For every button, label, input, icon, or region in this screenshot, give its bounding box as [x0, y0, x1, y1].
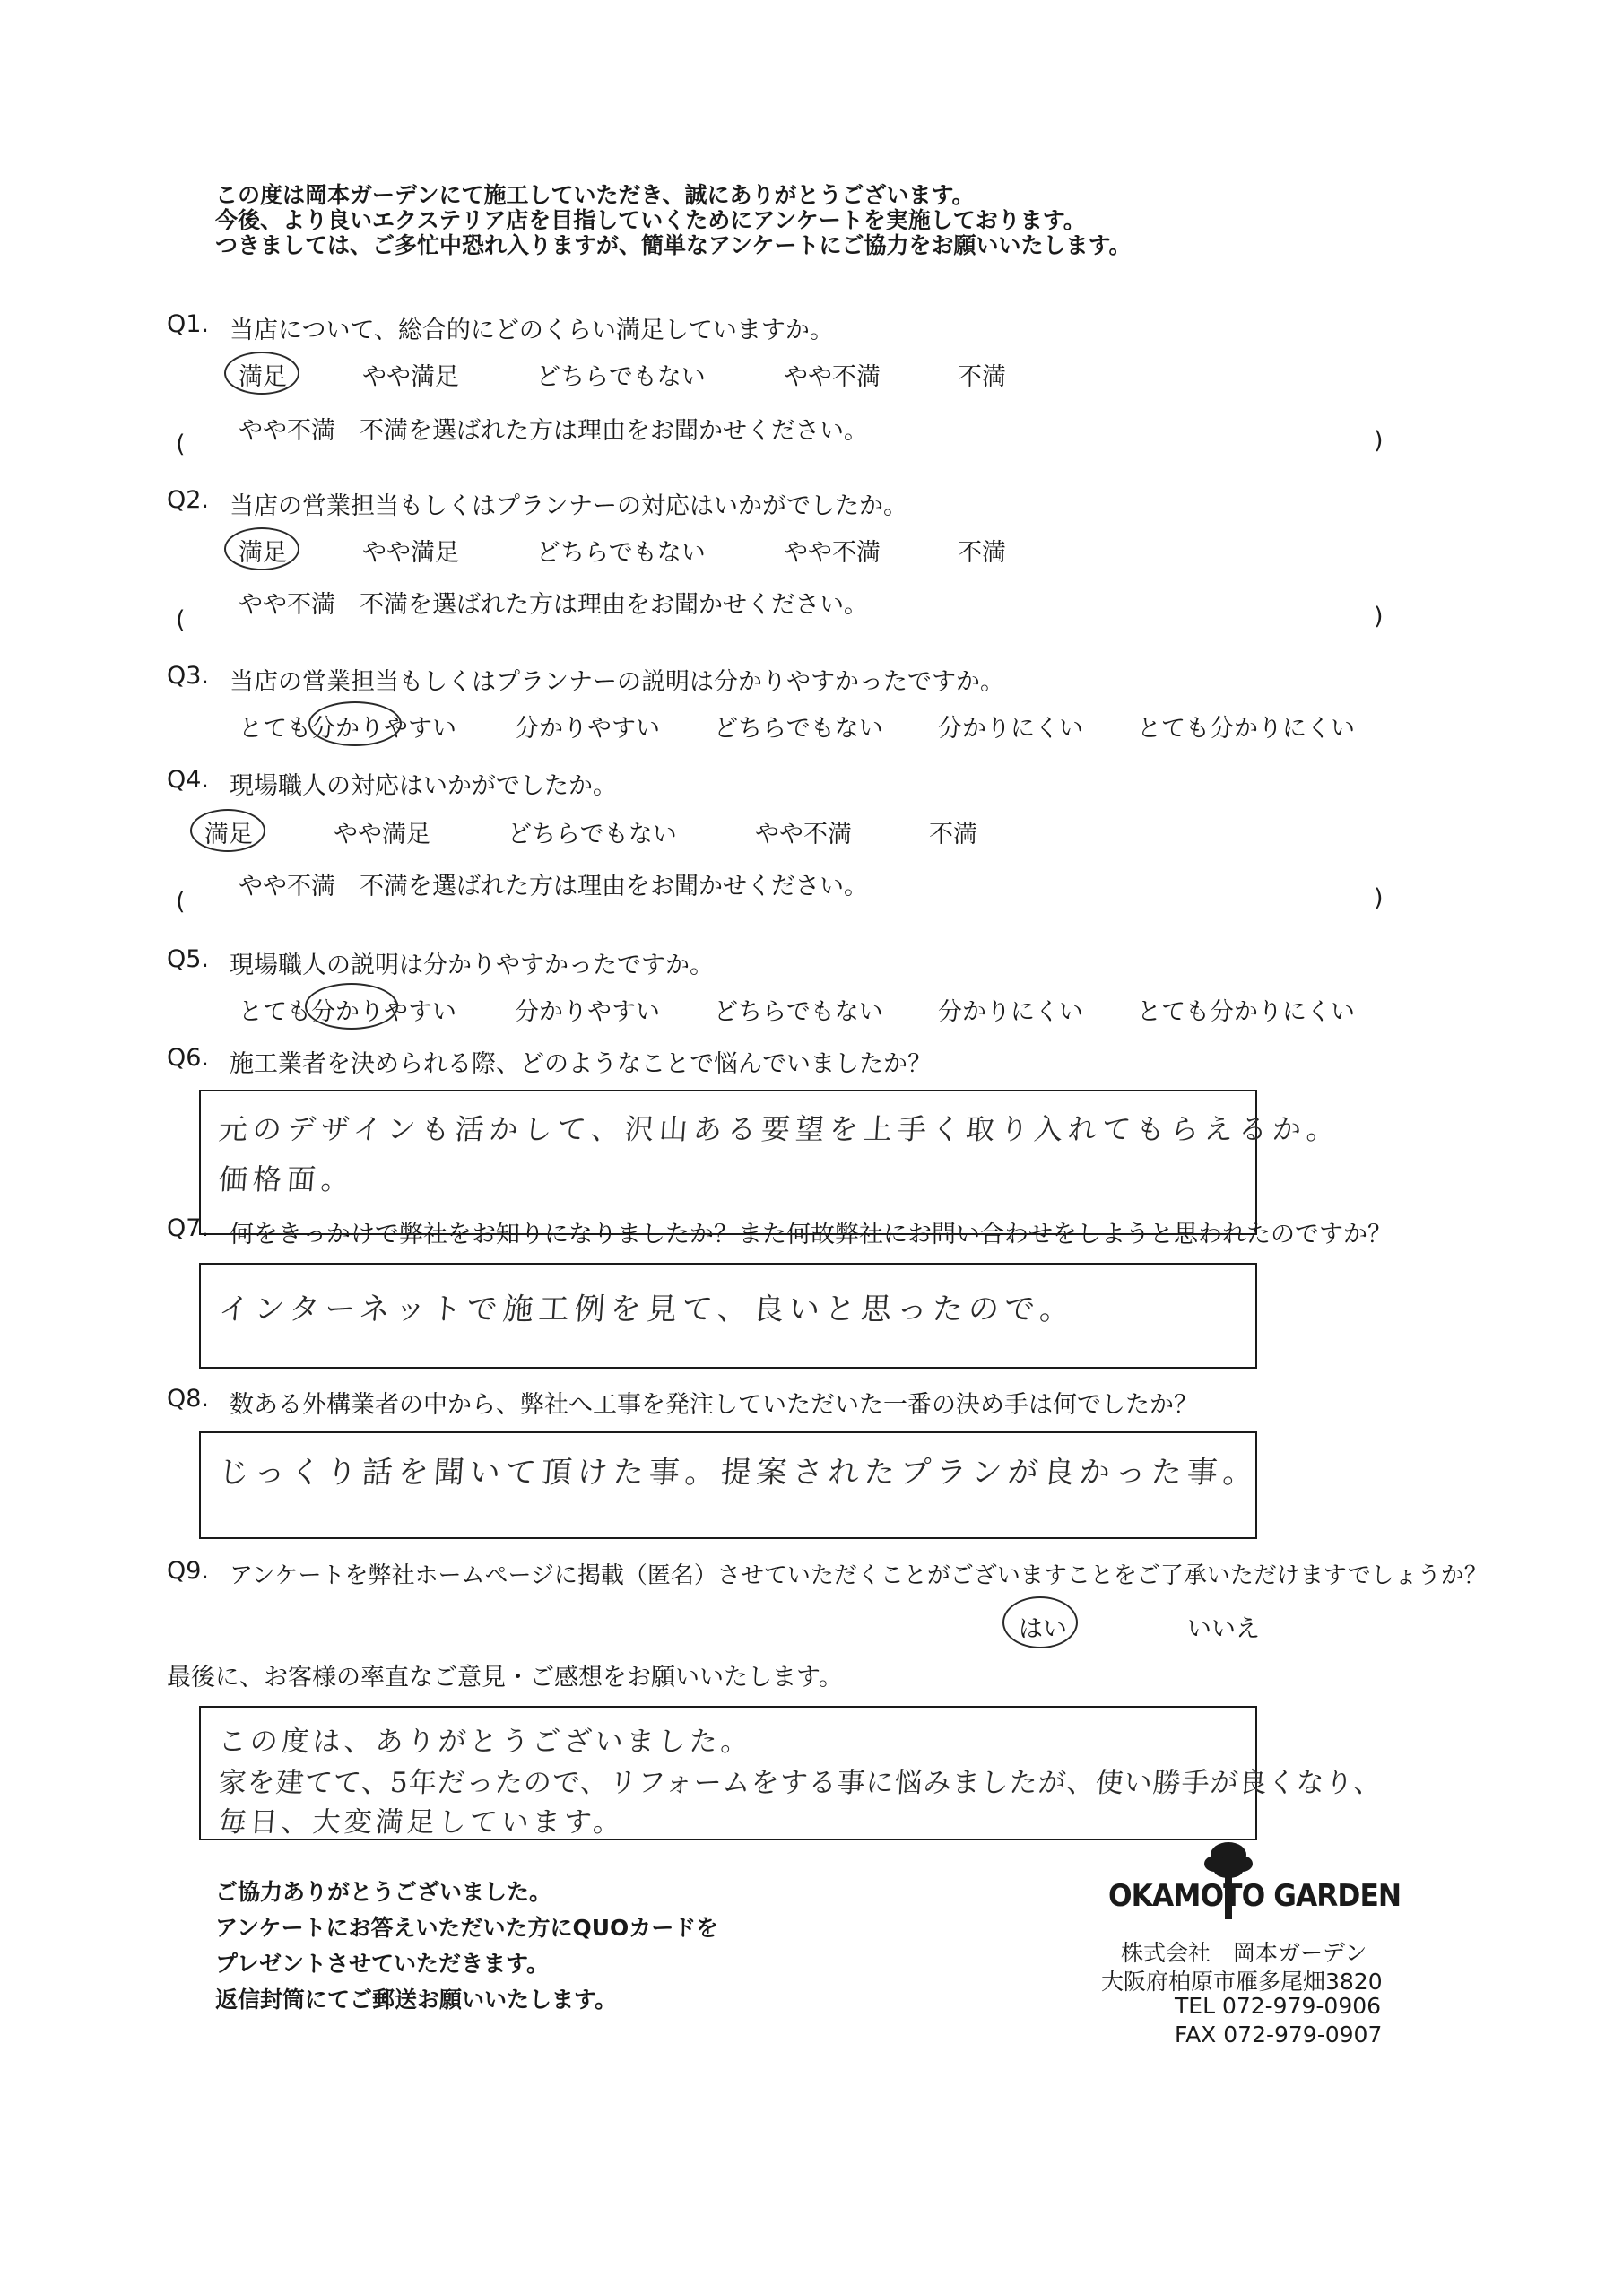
q2-option-4[interactable]: やや不満 — [784, 539, 881, 567]
q4-option-5[interactable]: 不満 — [929, 821, 977, 848]
q2-paren-open: ( — [176, 606, 186, 634]
q2-option-1[interactable]: 満足 — [239, 539, 287, 567]
q5-option-2[interactable]: 分かりやすい — [515, 998, 660, 1026]
q2-option-3[interactable]: どちらでもない — [536, 539, 706, 567]
q1-paren-open: ( — [176, 430, 186, 458]
q3-option-2[interactable]: 分かりやすい — [515, 715, 660, 743]
q5-label: Q5. — [167, 945, 210, 973]
q5-text: 現場職人の説明は分かりやすかったですか。 — [230, 952, 714, 979]
final-prompt: 最後に、お客様の率直なご意見・ご感想をお願いいたします。 — [167, 1664, 843, 1692]
q2-selected-circle — [224, 527, 299, 570]
footer-line-2: アンケートにお答えいただいた方にQUOカードを — [215, 1915, 719, 1941]
q1-option-5[interactable]: 不満 — [958, 363, 1006, 391]
final-answer-line-1: この度は、ありがとうございました。 — [217, 1726, 754, 1758]
q9-label: Q9. — [167, 1557, 210, 1585]
q4-option-3[interactable]: どちらでもない — [508, 821, 677, 848]
q6-text: 施工業者を決められる際、どのようなことで悩んでいましたか？ — [230, 1050, 932, 1078]
q5-selected-circle — [305, 983, 398, 1030]
q3-selected-circle — [308, 701, 402, 746]
q1-option-3[interactable]: どちらでもない — [536, 363, 706, 391]
q7-answer-line-1: インターネットで施工例を見て、良いと思ったので。 — [217, 1292, 1077, 1327]
q2-option-5[interactable]: 不満 — [958, 539, 1006, 567]
q5-option-3[interactable]: どちらでもない — [714, 998, 883, 1026]
q4-selected-circle — [190, 809, 265, 852]
final-answer-line-3: 毎日、大変満足しています。 — [217, 1806, 626, 1839]
q1-label: Q1. — [167, 310, 210, 338]
q4-text: 現場職人の対応はいかがでしたか。 — [230, 772, 617, 800]
q4-paren-close: ) — [1374, 884, 1384, 912]
q4-label: Q4. — [167, 766, 210, 794]
q6-answer-line-2: 価格面。 — [217, 1162, 357, 1196]
q1-paren-close: ) — [1374, 427, 1384, 455]
q4-option-1[interactable]: 満足 — [204, 821, 253, 848]
q8-text: 数ある外構業者の中から、弊社へ工事を発注していただいた一番の決め手は何でしたか？ — [230, 1391, 1198, 1419]
q1-followup: やや不満 不満を選ばれた方は理由をお聞かせください。 — [239, 417, 868, 445]
q3-text: 当店の営業担当もしくはプランナーの説明は分かりやすかったですか。 — [230, 668, 1004, 696]
q1-option-4[interactable]: やや不満 — [784, 363, 881, 391]
q2-paren-close: ) — [1374, 603, 1384, 631]
q2-option-2[interactable]: やや満足 — [362, 539, 459, 567]
q4-paren-open: ( — [176, 888, 186, 916]
q3-option-3[interactable]: どちらでもない — [714, 715, 883, 743]
q2-followup: やや不満 不満を選ばれた方は理由をお聞かせください。 — [239, 591, 868, 619]
q5-option-5[interactable]: とても分かりにくい — [1137, 998, 1355, 1026]
footer-line-4: 返信封筒にてご郵送お願いいたします。 — [215, 1987, 618, 2013]
q4-option-4[interactable]: やや不満 — [755, 821, 852, 848]
q5-option-1[interactable]: とても分かりやすい — [239, 998, 456, 1026]
q1-selected-circle — [224, 352, 299, 395]
q9-selected-circle — [1002, 1596, 1078, 1648]
q3-label: Q3. — [167, 662, 210, 690]
q9-text: アンケートを弊社ホームページに掲載（匿名）させていただくことがございますことをご了承いただけますでしょうか？ — [230, 1562, 1488, 1589]
q7-text: 何をきっかけで弊社をお知りになりましたか？また何故弊社にお問い合わせをしようと思われたのですか？ — [230, 1221, 1392, 1248]
company-fax: FAX 072-979-0907 — [1175, 2022, 1383, 2048]
q2-label: Q2. — [167, 486, 210, 514]
intro-line-1: この度は岡本ガーデンにて施工していただき、誠にありがとうございます。 — [215, 182, 975, 208]
company-address: 大阪府柏原市雁多尾畑3820 — [1101, 1969, 1383, 1995]
q8-answer-line-1: じっくり話を聞いて頂けた事。提案されたプランが良かった事。 — [217, 1455, 1261, 1491]
company-tel: TEL 072-979-0906 — [1175, 1993, 1382, 2019]
q3-option-1[interactable]: とても分かりやすい — [239, 715, 456, 743]
q6-label: Q6. — [167, 1044, 210, 1072]
footer-line-3: プレゼントさせていただきます。 — [215, 1951, 550, 1977]
q4-option-2[interactable]: やや満足 — [334, 821, 430, 848]
final-answer-line-2: 家を建てて、5年だったので、リフォームをする事に悩みましたが、使い勝手が良くなり、 — [217, 1767, 1384, 1799]
q1-option-2[interactable]: やや満足 — [362, 363, 459, 391]
q3-option-4[interactable]: 分かりにくい — [938, 715, 1083, 743]
q7-label: Q7. — [167, 1214, 210, 1242]
company-logo-text: OKAMOTO GARDEN — [1108, 1878, 1402, 1914]
q9-option-no[interactable]: いいえ — [1187, 1615, 1260, 1643]
q1-option-1[interactable]: 満足 — [239, 363, 287, 391]
intro-line-3: つきましては、ご多忙中恐れ入りますが、簡単なアンケートにご協力をお願いいたします。 — [215, 232, 1132, 258]
q5-option-4[interactable]: 分かりにくい — [938, 998, 1083, 1026]
footer-line-1: ご協力ありがとうございました。 — [215, 1879, 552, 1905]
q8-label: Q8. — [167, 1385, 210, 1413]
q6-answer-line-1: 元のデザインも活かして、沢山ある要望を上手く取り入れてもらえるか。 — [217, 1112, 1342, 1146]
company-name: 株式会社 岡本ガーデン — [1121, 1940, 1367, 1966]
q4-followup: やや不満 不満を選ばれた方は理由をお聞かせください。 — [239, 873, 868, 900]
intro-line-2: 今後、より良いエクステリア店を目指していくためにアンケートを実施しております。 — [215, 207, 1086, 233]
q9-option-yes[interactable]: はい — [1019, 1615, 1067, 1643]
q1-text: 当店について、総合的にどのくらい満足していますか。 — [230, 317, 834, 344]
q3-option-5[interactable]: とても分かりにくい — [1137, 715, 1355, 743]
q2-text: 当店の営業担当もしくはプランナーの対応はいかがでしたか。 — [230, 492, 907, 520]
